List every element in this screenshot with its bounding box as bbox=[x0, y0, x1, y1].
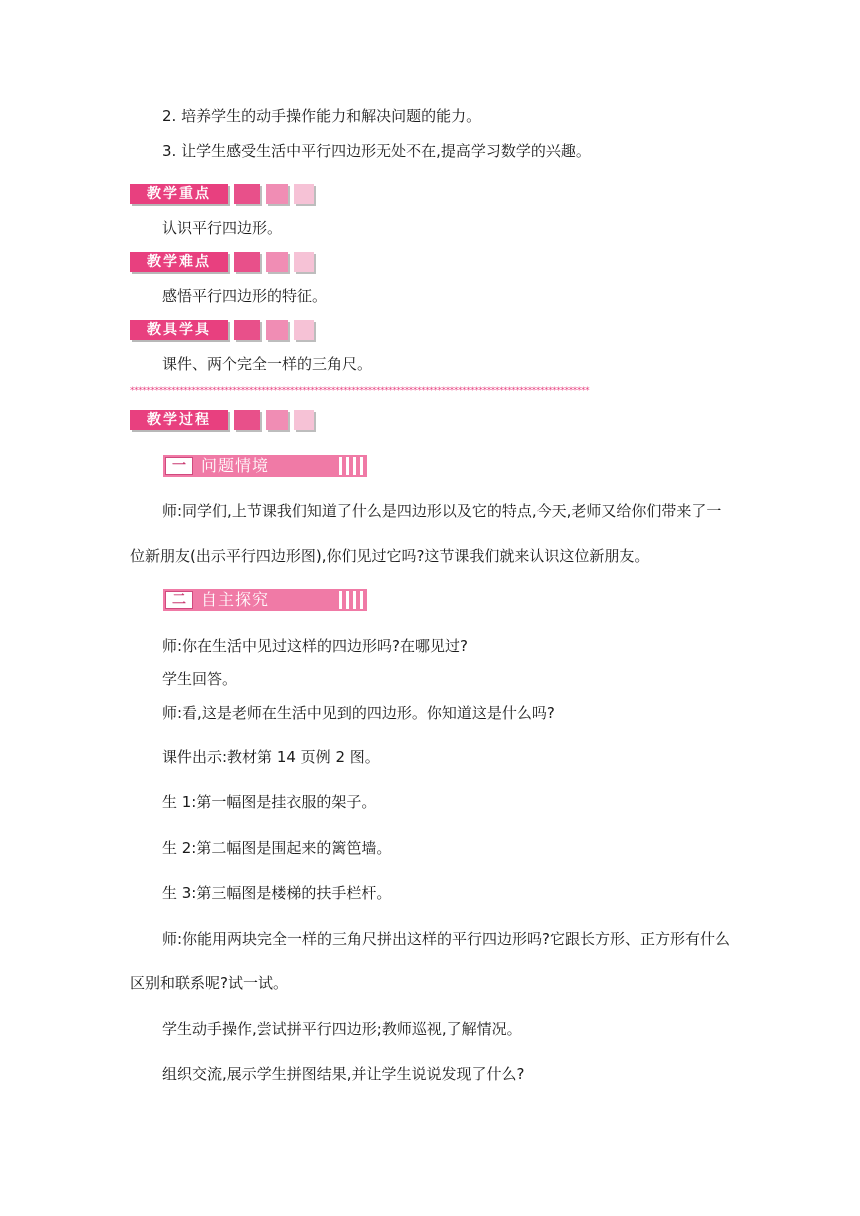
difficulty-badge bbox=[130, 250, 320, 276]
difficulty-text: 感悟平行四边形的特征。 bbox=[162, 287, 328, 305]
section-bars bbox=[335, 455, 367, 477]
tools-badge bbox=[130, 318, 320, 344]
badge-square bbox=[266, 410, 288, 430]
badge-square bbox=[234, 184, 260, 204]
badge-square bbox=[294, 320, 314, 340]
dialogue-line: 师:你能用两块完全一样的三角尺拼出这样的平行四边形吗?它跟长方形、正方形有什么 bbox=[162, 930, 731, 948]
badge-square bbox=[266, 252, 288, 272]
section1-para-line: 位新朋友(出示平行四边形图),你们见过它吗?这节课我们就来认识这位新朋友。 bbox=[130, 547, 650, 565]
difficulty-label: 教学难点 bbox=[130, 252, 228, 272]
key-point-text: 认识平行四边形。 bbox=[162, 219, 283, 237]
dialogue-line: 区别和联系呢?试一试。 bbox=[130, 974, 288, 992]
star-separator: **************************************************************************************************************** bbox=[130, 386, 590, 396]
key-point-label: 教学重点 bbox=[130, 184, 228, 204]
dialogue-line: 生 3:第三幅图是楼梯的扶手栏杆。 bbox=[162, 884, 392, 902]
section-number: 一 bbox=[165, 457, 193, 475]
section1-para-line: 师:同学们,上节课我们知道了什么是四边形以及它的特点,今天,老师又给你们带来了一 bbox=[162, 502, 722, 520]
dialogue-line: 师:看,这是老师在生活中见到的四边形。你知道这是什么吗? bbox=[162, 704, 555, 722]
objective-3: 3. 让学生感受生活中平行四边形无处不在,提高学习数学的兴趣。 bbox=[162, 142, 591, 160]
dialogue-line: 生 2:第二幅图是围起来的篱笆墙。 bbox=[162, 839, 392, 857]
badge-square bbox=[294, 252, 314, 272]
process-label: 教学过程 bbox=[130, 410, 228, 430]
dialogue-line: 组织交流,展示学生拼图结果,并让学生说说发现了什么? bbox=[162, 1065, 525, 1083]
badge-square bbox=[266, 320, 288, 340]
section-title: 问题情境 bbox=[201, 456, 270, 475]
section-bars bbox=[335, 589, 367, 611]
dialogue-line: 课件出示:教材第 14 页例 2 图。 bbox=[162, 748, 380, 766]
badge-square bbox=[266, 184, 288, 204]
section-number: 二 bbox=[165, 591, 193, 609]
section-heading-2 bbox=[163, 589, 367, 611]
tools-label: 教具学具 bbox=[130, 320, 228, 340]
key-point-badge bbox=[130, 182, 320, 208]
dialogue-line: 学生回答。 bbox=[162, 670, 238, 688]
dialogue-line: 师:你在生活中见过这样的四边形吗?在哪见过? bbox=[162, 637, 468, 655]
badge-square bbox=[294, 410, 314, 430]
badge-square bbox=[234, 252, 260, 272]
section-title: 自主探究 bbox=[201, 590, 270, 609]
badge-square bbox=[294, 184, 314, 204]
tools-text: 课件、两个完全一样的三角尺。 bbox=[162, 355, 373, 373]
badge-square bbox=[234, 410, 260, 430]
section-heading-1 bbox=[163, 455, 367, 477]
dialogue-line: 学生动手操作,尝试拼平行四边形;教师巡视,了解情况。 bbox=[162, 1020, 522, 1038]
objective-2: 2. 培养学生的动手操作能力和解决问题的能力。 bbox=[162, 107, 482, 125]
dialogue-line: 生 1:第一幅图是挂衣服的架子。 bbox=[162, 793, 377, 811]
badge-square bbox=[234, 320, 260, 340]
process-badge bbox=[130, 408, 320, 434]
